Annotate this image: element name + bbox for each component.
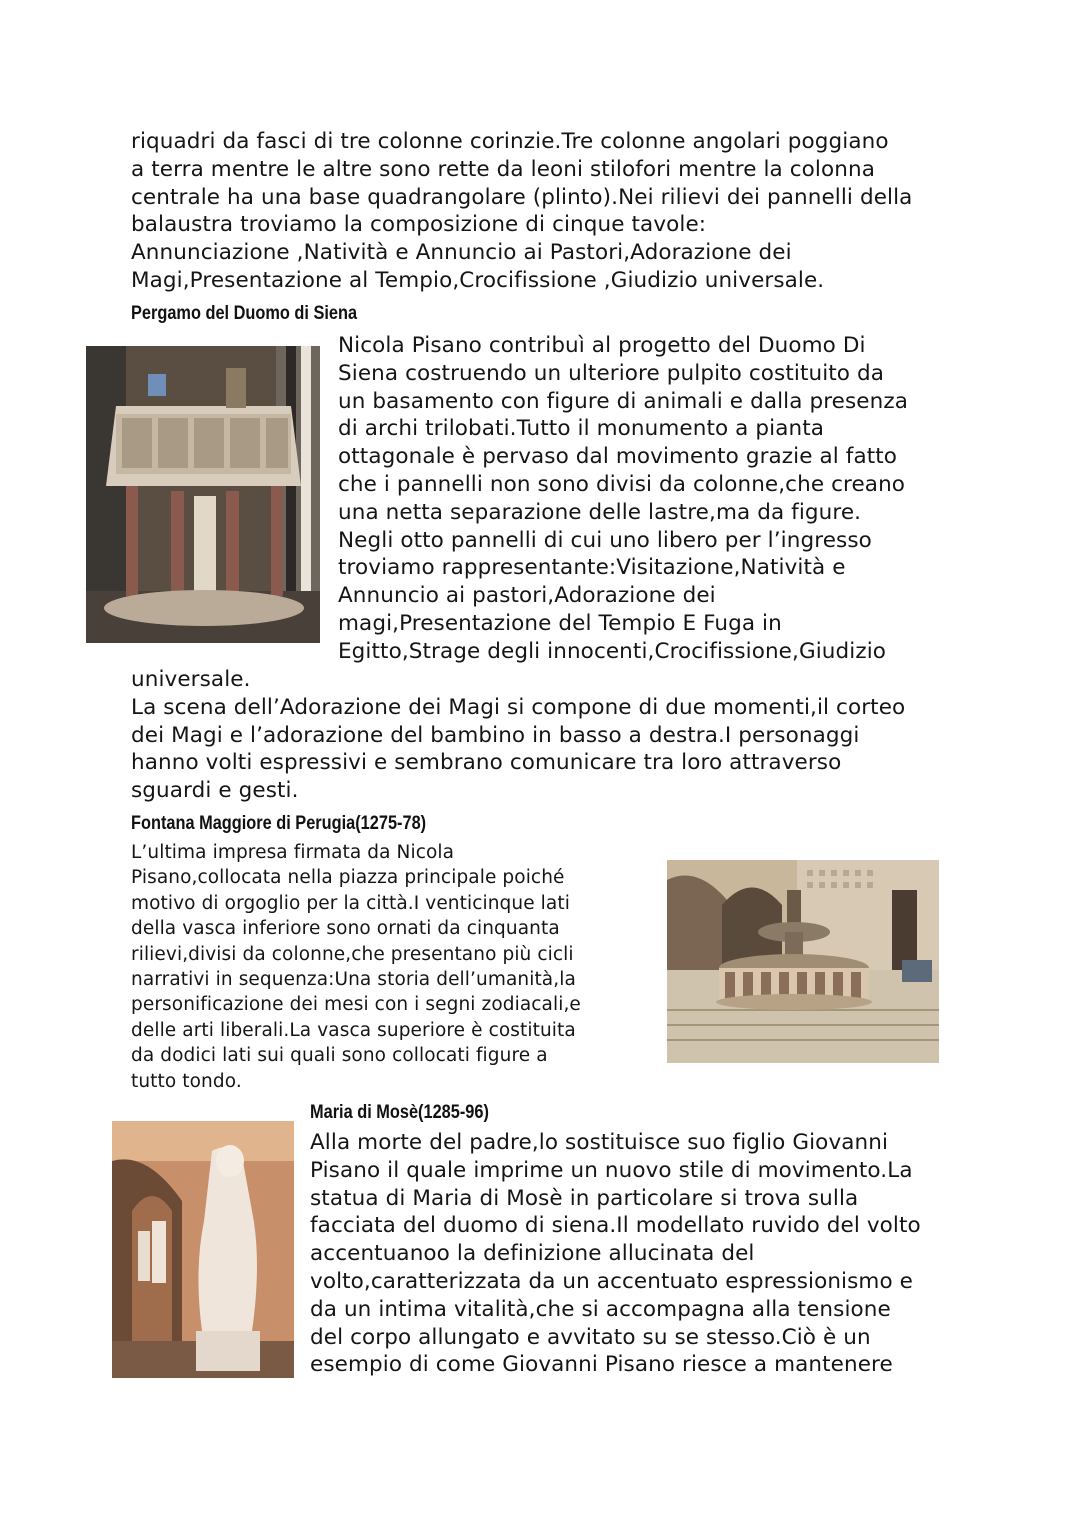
maria-paragraph [310,1129,921,1379]
text-line: esempio di come Giovanni Pisano riesce a mantenere [310,1352,893,1378]
text-line: da un intima vitalità,che si accompagna alla tensione [310,1296,891,1322]
text-line: rilievi,divisi da colonne,che presentano più cicli [131,943,574,965]
siena-continuation-paragraph [131,666,905,805]
text-line: accentuanoo la definizione allucinata del [310,1241,755,1267]
text-line: che i pannelli non sono divisi da colonne,che creano [338,471,906,497]
text-line: statua di Maria di Mosè in particolare si trova sulla [310,1185,859,1211]
text-line: Annuncio ai pastori,Adorazione dei [338,583,716,609]
text-line: magi,Presentazione del Tempio E Fuga in [338,610,782,636]
perugia-fountain-photo [667,860,939,1063]
text-line: del corpo allungato e avvitato su se stesso.Ciò è un [310,1324,871,1350]
text-line: Pisano il quale imprime un nuovo stile di movimento.La [310,1157,913,1183]
text-line: universale. [131,667,251,692]
text-line: facciata del duomo di siena.Il modellato ruvido del volto [310,1213,921,1239]
siena-side-paragraph [338,332,908,666]
text-line: tutto tondo. [131,1070,242,1092]
text-line: ottagonale è pervaso dal movimento grazie al fatto [338,444,898,470]
text-line: balaustra troviamo la composizione di cinque tavole: [131,212,707,238]
text-line: L’ultima impresa firmata da Nicola [131,842,455,863]
text-line: Alla morte del padre,lo sostituisce suo figlio Giovanni [310,1130,889,1155]
text-line: Negli otto pannelli di cui uno libero per l’ingresso [338,527,872,553]
text-line: Magi,Presentazione al Tempio,Crocifissione ,Giudizio universale. [131,267,825,293]
text-line: da dodici lati sui quali sono collocati figure a [131,1045,548,1067]
text-line: di archi trilobati.Tutto il monumento a pianta [338,416,825,442]
text-line: a terra mentre le altre sono rette da leoni stilofori mentre la colonna [131,156,875,182]
text-line: Siena costruendo un ulteriore pulpito costituito da [338,360,885,386]
text-line: della vasca inferiore sono ornati da cinquanta [131,918,560,940]
intro-paragraph [131,128,912,295]
text-line: volto,caratterizzata da un accentuato espressionismo e [310,1268,913,1294]
siena-pulpit-photo [86,346,320,643]
text-line: dei Magi e l’adorazione del bambino in basso a destra.I personaggi [131,722,860,748]
text-line: un basamento con figure di animali e dalla presenza [338,388,909,414]
text-line: Pisano,collocata nella piazza principale poiché [131,867,565,889]
maria-statue-photo [112,1121,294,1378]
text-line: La scena dell’Adorazione dei Magi si compone di due momenti,il corteo [131,694,906,720]
text-line: Nicola Pisano contribuì al progetto del Duomo Di [338,333,866,358]
text-line: delle arti liberali.La vasca superiore è costituita [131,1019,576,1041]
text-line: troviamo rappresentante:Visitazione,Natività e [338,555,846,581]
text-line: personificazione dei mesi con i segni zodiacali,e [131,994,581,1016]
text-line: centrale ha una base quadrangolare (plinto).Nei rilievi dei pannelli della [131,184,913,210]
text-line: sguardi e gesti. [131,778,299,804]
text-line: hanno volti espressivi e sembrano comunicare tra loro attraverso [131,750,842,776]
siena-heading: Pergamo del Duomo di Siena [131,303,358,324]
text-line: riquadri da fasci di tre colonne corinzie.Tre colonne angolari poggiano [131,129,889,154]
text-line: Annunciazione ,Natività e Annuncio ai Pastori,Adorazione dei [131,240,792,266]
text-line: una netta separazione delle lastre,ma da figure. [338,499,862,525]
perugia-heading: Fontana Maggiore di Perugia(1275-78) [131,813,427,834]
text-line: Egitto,Strage degli innocenti,Crocifissione,Giudizio [338,638,887,664]
maria-heading: Maria di Mosè(1285-96) [310,1102,489,1123]
perugia-paragraph [131,840,581,1094]
text-line: narrativi in sequenza:Una storia dell’umanità,la [131,969,576,991]
text-line: motivo di orgoglio per la città.I venticinque lati [131,892,570,914]
